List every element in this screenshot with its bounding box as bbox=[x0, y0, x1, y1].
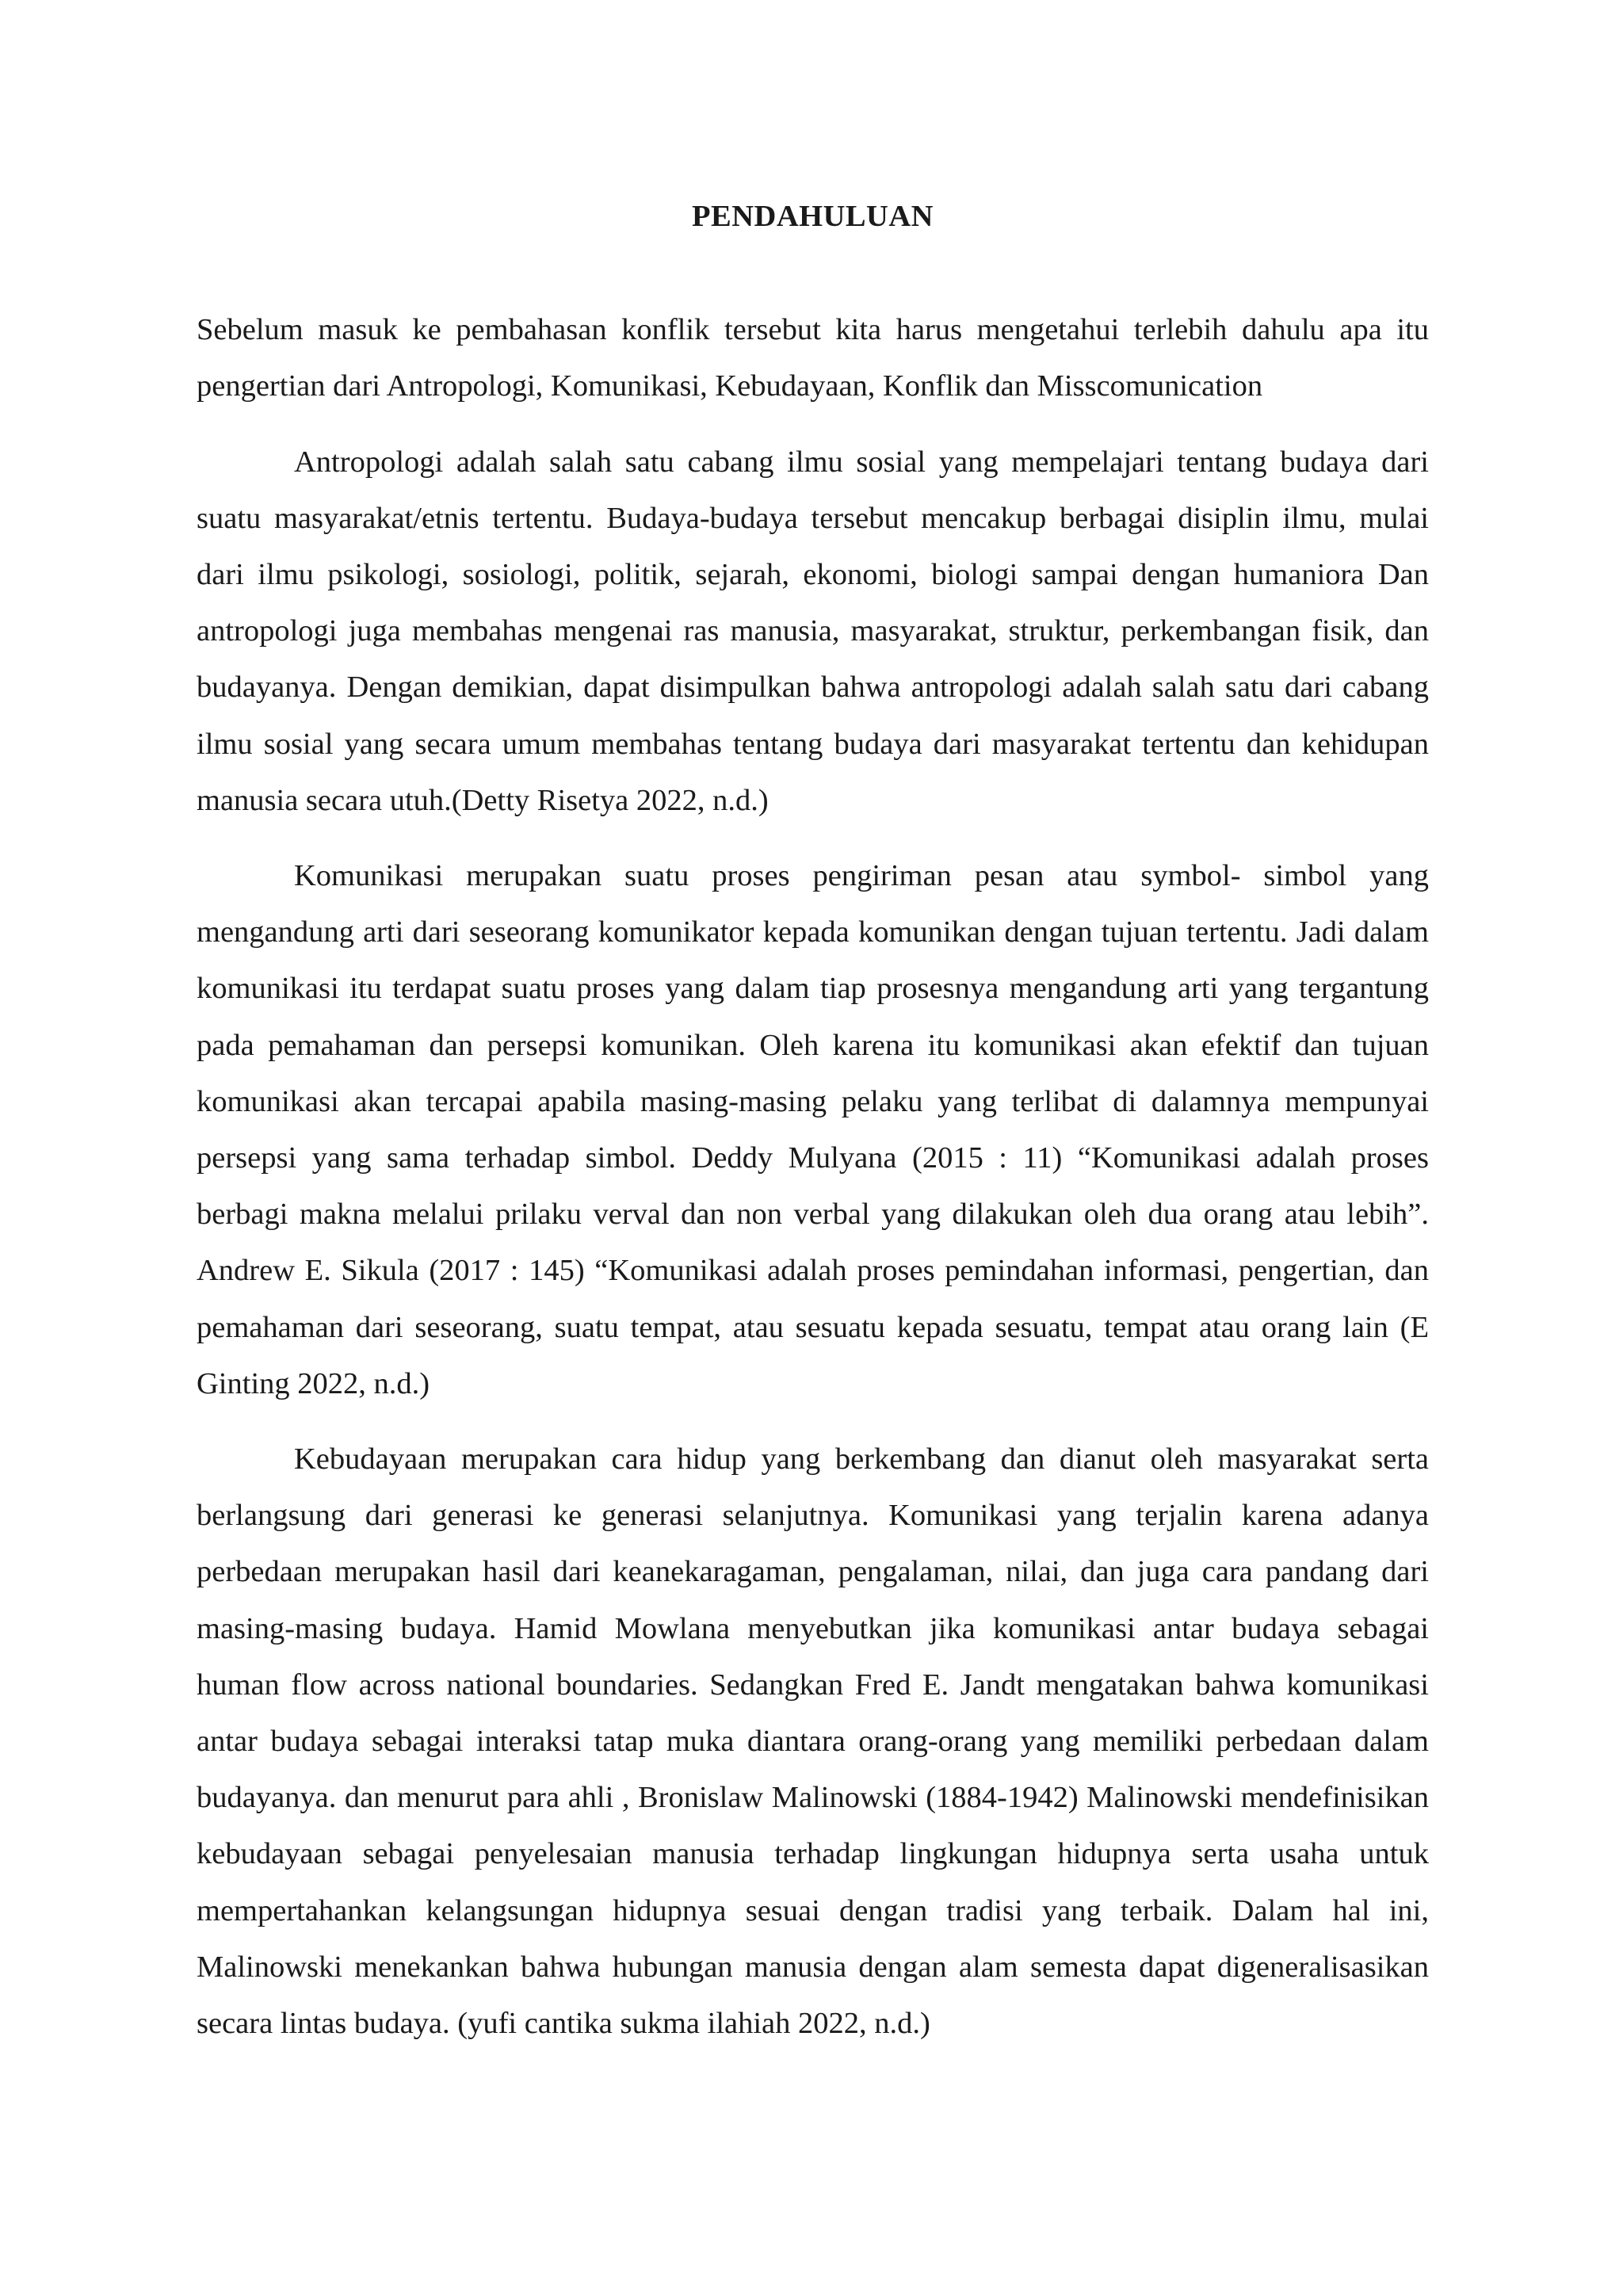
paragraph-intro: Sebelum masuk ke pembahasan konflik tersebut kita harus mengetahui terlebih dahulu apa itu pengertian dari Antropologi, Komunikasi, Kebudayaan, Konflik dan Misscomunication bbox=[197, 313, 1429, 403]
page-title: PENDAHULUAN bbox=[692, 200, 934, 233]
paragraph-antropologi: Antropologi adalah salah satu cabang ilmu sosial yang mempelajari tentang budaya dari suatu masyarakat/etnis tertentu. Budaya-budaya tersebut mencakup berbagai disiplin ilmu, mulai dari ilmu psikologi, sosiologi, politik, sejarah, ekonomi, biologi sampai dengan humaniora Dan antropologi juga membahas mengenai ras manusia, masyarakat, struktur, perkembangan fisik, dan budayanya. Dengan demikian, dapat disimpulkan bahwa antropologi adalah salah satu dari cabang ilmu sosial yang secara umum membahas tentang budaya dari masyarakat tertentu dan kehidupan manusia secara utuh.(Detty Risetya 2022, n.d.) bbox=[197, 445, 1429, 817]
paragraph-kebudayaan: Kebudayaan merupakan cara hidup yang berkembang dan dianut oleh masyarakat serta berlangsung dari generasi ke generasi selanjutnya. Komunikasi yang terjalin karena adanya perbedaan merupakan hasil dari keanekaragaman, pengalaman, nilai, dan juga cara pandang dari masing-masing budaya. Hamid Mowlana menyebutkan jika komunikasi antar budaya sebagai human flow across national boundaries. Sedangkan Fred E. Jandt mengatakan bahwa komunikasi antar budaya sebagai interaksi tatap muka diantara orang-orang yang memiliki perbedaan dalam budayanya. dan menurut para ahli , Bronislaw Malinowski (1884-1942) Malinowski mendefinisikan kebudayaan sebagai penyelesaian manusia terhadap lingkungan hidupnya serta usaha untuk mempertahankan kelangsungan hidupnya sesuai dengan tradisi yang terbaik. Dalam hal ini, Malinowski menekankan bahwa hubungan manusia dengan alam semesta dapat digeneralisasikan secara lintas budaya. (yufi cantika sukma ilahiah 2022, n.d.) bbox=[197, 1442, 1429, 2041]
document-body bbox=[197, 189, 1429, 2071]
paragraph-komunikasi: Komunikasi merupakan suatu proses pengiriman pesan atau symbol- simbol yang mengandung arti dari seseorang komunikator kepada komunikan dengan tujuan tertentu. Jadi dalam komunikasi itu terdapat suatu proses yang dalam tiap prosesnya mengandung arti yang tergantung pada pemahaman dan persepsi komunikan. Oleh karena itu komunikasi akan efektif dan tujuan komunikasi akan tercapai apabila masing-masing pelaku yang terlibat di dalamnya mempunyai persepsi yang sama terhadap simbol. Deddy Mulyana (2015 : 11) “Komunikasi adalah proses berbagi makna melalui prilaku verval dan non verbal yang dilakukan oleh dua orang atau lebih”. Andrew E. Sikula (2017 : 145) “Komunikasi adalah proses pemindahan informasi, pengertian, dan pemahaman dari seseorang, suatu tempat, atau sesuatu kepada sesuatu, tempat atau orang lain (E Ginting 2022, n.d.) bbox=[197, 859, 1429, 1400]
